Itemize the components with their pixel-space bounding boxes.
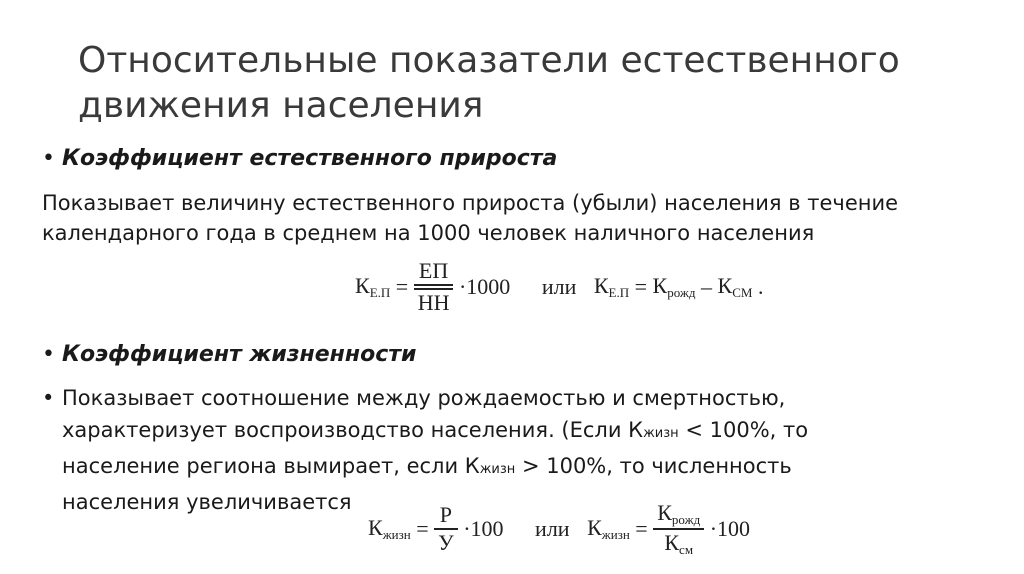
denominator: НН (417, 290, 450, 315)
bullet-marker: • (42, 386, 55, 410)
numerator: Р (439, 502, 453, 527)
desc-line-1: Показывает соотношение между рождаемостью и смертностью, (62, 386, 786, 410)
fraction-bar (414, 284, 454, 286)
equals-sign: = (416, 516, 429, 541)
vitality-description (42, 382, 922, 518)
fraction-ep-nn (414, 258, 454, 316)
slide-title: Относительные показатели естественного движения населения (78, 40, 900, 126)
death-rate-term: КСМ (717, 273, 753, 300)
coef-symbol: КЕ.П (355, 273, 391, 300)
numerator: ЕП (418, 258, 449, 283)
or-word: или (535, 516, 570, 541)
denominator: Ксм (664, 530, 694, 557)
desc-line-3: население региона вымирает, если Кжизн > 100%, то численность (62, 454, 792, 478)
formula-natural-increase (355, 258, 763, 316)
section-heading-natural-increase (42, 144, 557, 174)
equals-sign: = (395, 274, 409, 299)
multiplier: ·1000 (458, 274, 511, 299)
or-word: или (541, 274, 577, 299)
period: . (757, 274, 764, 299)
fraction-birth-death (653, 500, 704, 558)
natural-increase-description: Показывает величину естественного прироста (убыли) населения в течение календарного года в среднем на 1000 человек наличного населения (42, 191, 899, 245)
bullet-marker: • (42, 146, 55, 171)
birth-rate-term: Крожд (652, 273, 696, 300)
desc-line-2: характеризует воспроизводство населения. (Если Кжизн < 100%, то (62, 418, 809, 442)
multiplier-alt: ·100 (709, 516, 751, 541)
heading-text: Коэффициент естественного прироста (62, 146, 558, 171)
equals-sign-alt: = (634, 274, 648, 299)
multiplier: ·100 (463, 516, 504, 541)
numerator: Крожд (657, 500, 701, 527)
coef-symbol-alt: КЕ.П (593, 273, 630, 300)
coef-symbol: Кжизн (368, 515, 411, 542)
section-heading-vitality (42, 340, 416, 370)
bullet-marker: • (42, 342, 55, 367)
formula-vitality (368, 500, 750, 558)
fraction-r-u (434, 502, 458, 556)
minus-sign: – (701, 274, 713, 299)
coef-symbol-alt: Кжизн (587, 515, 630, 542)
equals-sign-alt: = (635, 516, 648, 541)
desc-line-4: населения увеличивается (62, 490, 352, 514)
denominator: У (438, 530, 454, 555)
heading-text: Коэффициент жизненности (62, 342, 417, 367)
